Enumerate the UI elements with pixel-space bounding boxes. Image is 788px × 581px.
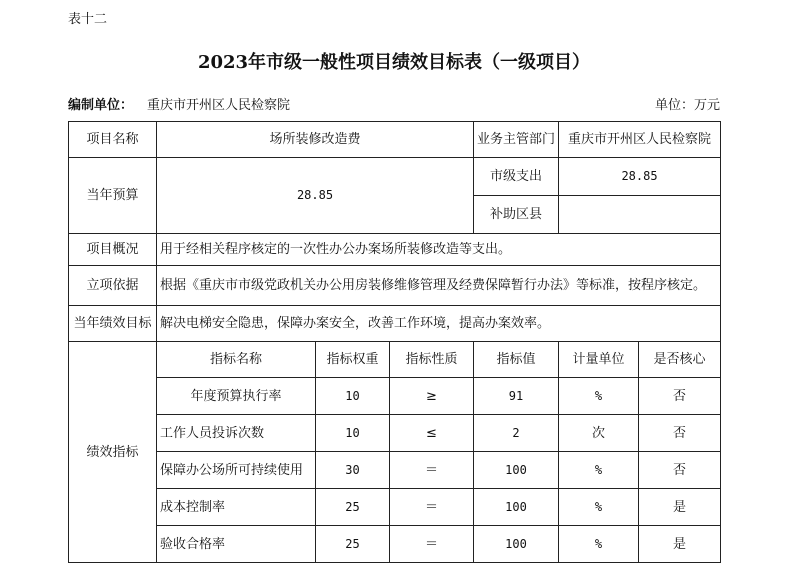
dept-label: 业务主管部门 — [474, 122, 559, 158]
city-expense-label: 市级支出 — [474, 158, 559, 196]
compiling-unit-value: 重庆市开州区人民检察院 — [147, 98, 291, 113]
basis-row — [69, 266, 721, 306]
indicator-weight: 10 — [316, 415, 390, 452]
header-unit: 计量单位 — [559, 342, 639, 378]
basis-value: 根据《重庆市市级党政机关办公用房装修维修管理及经费保障暂行办法》等标准，按程序核定。 — [157, 266, 721, 306]
indicator-nature: ≤ — [390, 415, 474, 452]
indicator-core: 否 — [639, 452, 721, 489]
indicator-unit: % — [559, 378, 639, 415]
budget-label: 当年预算 — [69, 158, 157, 234]
city-expense-value: 28.85 — [559, 158, 721, 196]
performance-target-table — [68, 121, 721, 563]
indicator-unit: % — [559, 526, 639, 563]
dept-value: 重庆市开州区人民检察院 — [559, 122, 721, 158]
overview-value: 用于经相关程序核定的一次性办公办案场所装修改造等支出。 — [157, 234, 721, 266]
header-nature: 指标性质 — [390, 342, 474, 378]
currency-unit: 单位：万元 — [654, 98, 720, 113]
basis-label: 立项依据 — [69, 266, 157, 306]
header-core: 是否核心 — [639, 342, 721, 378]
indicator-nature: ≥ — [390, 378, 474, 415]
indicator-name: 工作人员投诉次数 — [157, 415, 316, 452]
indicator-weight: 25 — [316, 526, 390, 563]
project-name-row — [69, 122, 721, 158]
indicator-value: 100 — [474, 452, 559, 489]
indicator-core: 否 — [639, 415, 721, 452]
goal-row — [69, 306, 721, 342]
budget-row — [69, 158, 721, 196]
indicator-unit: % — [559, 489, 639, 526]
overview-row — [69, 234, 721, 266]
indicator-row — [69, 489, 721, 526]
header-indicator-name: 指标名称 — [157, 342, 316, 378]
indicator-core: 否 — [639, 378, 721, 415]
indicator-header-row — [69, 342, 721, 378]
compiling-unit — [68, 94, 290, 113]
indicator-name: 年度预算执行率 — [157, 378, 316, 415]
table-number-label: 表十二 — [68, 12, 108, 27]
header-weight: 指标权重 — [316, 342, 390, 378]
goal-label: 当年绩效目标 — [69, 306, 157, 342]
indicator-row — [69, 452, 721, 489]
indicator-value: 100 — [474, 526, 559, 563]
indicator-nature: ＝ — [390, 452, 474, 489]
project-name-label: 项目名称 — [69, 122, 157, 158]
indicator-section-label: 绩效指标 — [69, 342, 157, 563]
compiling-unit-label: 编制单位： — [68, 98, 134, 113]
indicator-unit: 次 — [559, 415, 639, 452]
indicator-weight: 10 — [316, 378, 390, 415]
subsidy-value — [559, 196, 721, 234]
indicator-row — [69, 415, 721, 452]
overview-label: 项目概况 — [69, 234, 157, 266]
indicator-name: 成本控制率 — [157, 489, 316, 526]
indicator-value: 2 — [474, 415, 559, 452]
indicator-row — [69, 378, 721, 415]
subsidy-label: 补助区县 — [474, 196, 559, 234]
indicator-name: 验收合格率 — [157, 526, 316, 563]
indicator-nature: ＝ — [390, 489, 474, 526]
indicator-row — [69, 526, 721, 563]
indicator-value: 91 — [474, 378, 559, 415]
indicator-value: 100 — [474, 489, 559, 526]
indicator-weight: 30 — [316, 452, 390, 489]
goal-value: 解决电梯安全隐患，保障办案安全，改善工作环境，提高办案效率。 — [157, 306, 721, 342]
header-value: 指标值 — [474, 342, 559, 378]
indicator-core: 是 — [639, 489, 721, 526]
indicator-core: 是 — [639, 526, 721, 563]
indicator-nature: ＝ — [390, 526, 474, 563]
indicator-weight: 25 — [316, 489, 390, 526]
page-title: 2023年市级一般性项目绩效目标表（一级项目） — [197, 52, 591, 73]
indicator-name: 保障办公场所可持续使用 — [157, 452, 316, 489]
project-name-value: 场所装修改造费 — [157, 122, 474, 158]
budget-value: 28.85 — [157, 158, 474, 234]
indicator-unit: % — [559, 452, 639, 489]
